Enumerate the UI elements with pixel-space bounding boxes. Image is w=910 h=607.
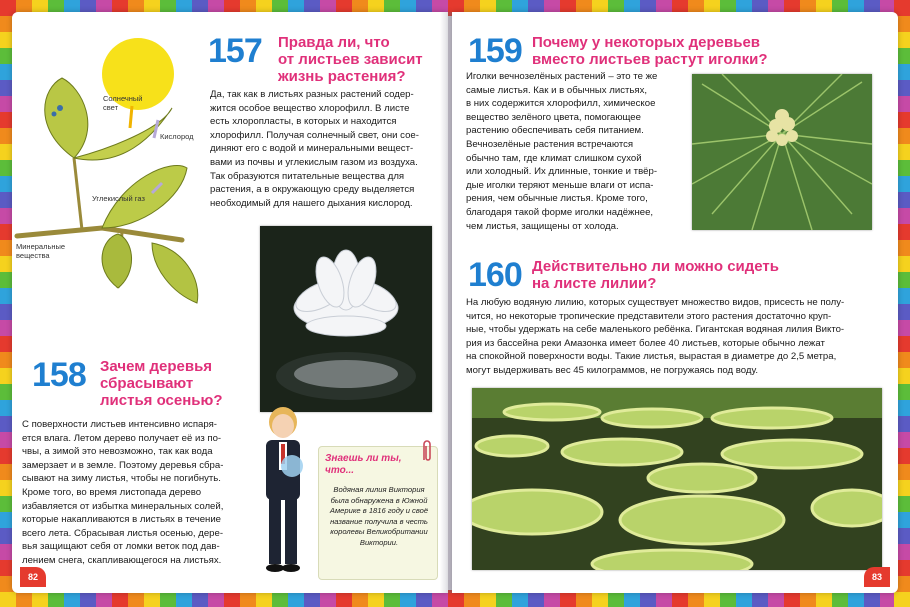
diagram-label-oxygen: Кислород	[160, 132, 194, 141]
question-number-157: 157	[208, 32, 262, 70]
page-number-right: 83	[864, 567, 890, 587]
question-text-157: Да, так как в листьях разных растений содер- жится особое вещество хлорофилл. В листе есть хлоропласты, в которых и находится хлорофилл. Получая солнечный свет, они сое- диняют его с водой и минеральными вещест- вами из почвы и углекислым газом из воздуха. Так образуются питательные вещества для растения, а в окружающую среду выделяется необходимый для нашего дыхания кислород.	[210, 89, 419, 209]
leaf-diagram	[12, 28, 212, 328]
did-you-know-title: Знаешь ли ты, что...	[325, 453, 402, 476]
page-number-left: 82	[20, 567, 46, 587]
pine-branch-photo	[692, 74, 872, 230]
did-you-know-text: Водяная лилия Виктория была обнаружена в Южной Америке в 1816 году и своё название получила в честь королевы Великобритании Виктории.	[329, 485, 429, 547]
question-title-159: Почему у некоторых деревьев вместо листьев растут иголки?	[532, 34, 768, 68]
question-title-160: Действительно ли можно сидеть на листе лилии?	[532, 258, 779, 292]
diagram-label-co2: Углекислый газ	[92, 194, 145, 203]
question-title-157: Правда ли, что от листьев зависит жизнь растения?	[278, 34, 423, 85]
giant-lily-pads-photo	[472, 388, 882, 570]
left-page	[12, 12, 448, 593]
question-number-159: 159	[468, 32, 522, 70]
question-number-158: 158	[32, 356, 86, 394]
question-title-158: Зачем деревья сбрасывают листья осенью?	[100, 358, 223, 409]
question-text-160: На любую водяную лилию, которых существует множество видов, присесть не полу- чится, но некоторые тропические представители этого растения достаточно круп- ные, чтобы удержать на себе маленького ребёнка. Гигантская водяная лилия Викто- рия из бассейна реки Амазонка имеет более 40 листьев, которые обычно лежат на спокойной поверхности воды. Такие листья, вырастая в диаметре до 2,5 метра, могут выдерживать вес 45 килограммов, не погружаясь под воду.	[466, 297, 845, 376]
question-text-159: Иголки вечнозелёных растений – это те же самые листья. Как и в обычных листьях, в них содержится хлорофилл, химическое вещество зелёного цвета, помогающее растению обеспечивать себя питанием. Вечнозелёные растения встречаются обычно там, где климат слишком сухой или холодный. Их длинные, тонкие и твёр- дые иголки теряют меньше влаги от испа- рения, чем обычные листья. Кроме того, благодаря такой форме иголки надёжнее, чем листья, защищены от холода.	[466, 71, 658, 232]
boy-illustration	[252, 404, 314, 580]
right-page	[452, 12, 898, 593]
did-you-know-box	[318, 446, 438, 580]
diagram-label-minerals: Минеральные вещества	[16, 242, 66, 260]
diagram-label-sun: Солнечный свет	[103, 94, 143, 112]
paperclip-icon	[420, 438, 434, 464]
question-number-160: 160	[468, 256, 522, 294]
question-text-158: С поверхности листьев интенсивно испаря- ется влага. Летом дерево получает её из по- чвы, а зимой это невозможно, так как вода замерзает и в земле. Поэтому деревья сбра- сывают на зиму листья, чтобы не погибнуть. Кроме того, во время листопада дерево избавляется от избытка минеральных солей, которые накапливаются в листьях в течение всего лета. Сбрасывая листья осенью, дере- вья защищают себя от ломки веток под дав- лением снега, скапливающегося на листьях.	[22, 419, 224, 566]
water-lily-photo	[260, 226, 432, 412]
